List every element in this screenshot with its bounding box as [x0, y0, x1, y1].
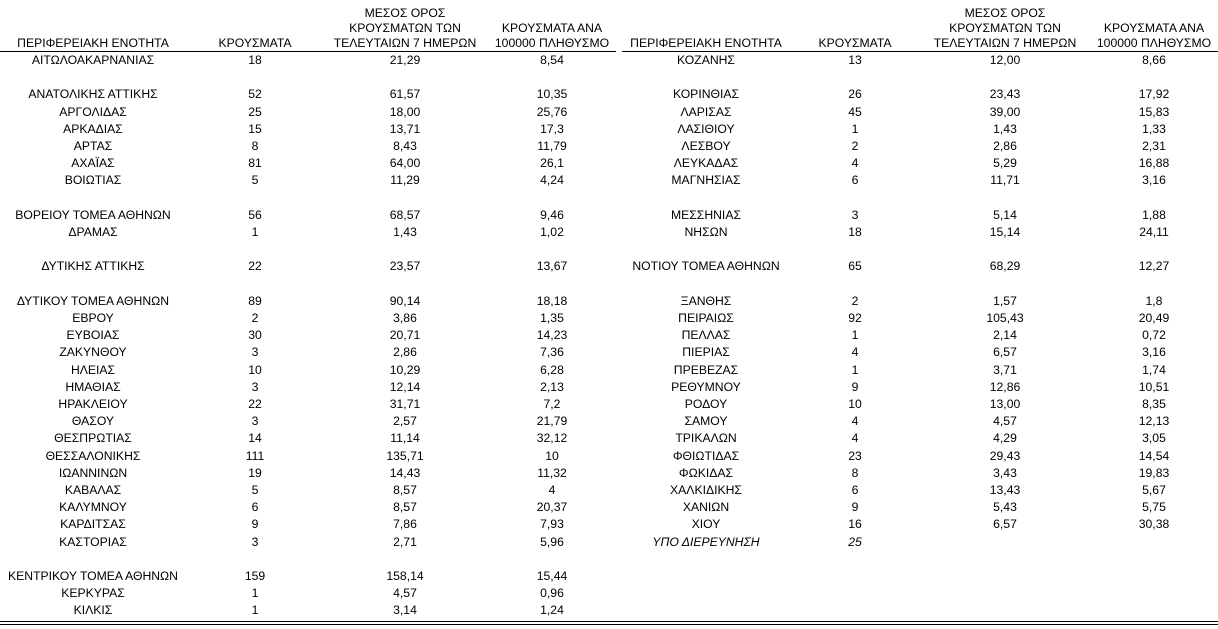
cases-value: 22: [248, 397, 262, 411]
per100k-value: 5,67: [1142, 483, 1166, 497]
per100k-value: 2,31: [1142, 139, 1166, 153]
per100k-value: 20,49: [1138, 311, 1170, 325]
region-name: ΗΜΑΘΙΑΣ: [65, 379, 121, 394]
avg7-value: 21,29: [389, 53, 421, 67]
region-name: ΑΧΑΪΑΣ: [71, 156, 115, 171]
avg7-value: 20,71: [389, 328, 421, 343]
per100k-value: 2,13: [540, 379, 564, 394]
header-cases-right: ΚΡΟΥΣΜΑΤΑ: [818, 36, 892, 50]
avg7-value: 135,71: [386, 448, 424, 463]
region-name: ΘΕΣΣΑΛΟΝΙΚΗΣ: [45, 448, 141, 463]
avg7-value: 10,29: [389, 362, 421, 377]
per100k-value: 8,35: [1142, 397, 1166, 411]
region-name: ΥΠΟ ΔΙΕΡΕΥΝΗΣΗ: [652, 534, 760, 549]
cases-value: 2: [851, 293, 859, 308]
bottom-border-2: [0, 624, 1218, 625]
avg7-value: 61,57: [389, 87, 421, 102]
header-region-left: ΠΕΡΙΦΕΡΕΙΑΚΗ ΕΝΟΤΗΤΑ: [17, 36, 169, 50]
avg7-value: 64,00: [389, 156, 421, 171]
avg7-value: 12,00: [989, 53, 1021, 67]
region-name: ΗΡΑΚΛΕΙΟΥ: [58, 397, 128, 411]
per100k-value: 18,18: [536, 293, 568, 308]
per100k-value: 9,46: [540, 207, 564, 222]
region-name: ΖΑΚΥΝΘΟΥ: [59, 345, 127, 360]
cases-value: 56: [248, 207, 262, 222]
per100k-value: 1,02: [540, 225, 564, 239]
region-name: ΚΑΣΤΟΡΙΑΣ: [59, 534, 127, 549]
avg7-value: 13,43: [989, 483, 1021, 497]
region-name: ΜΕΣΣΗΝΙΑΣ: [670, 207, 741, 222]
cases-value: 4: [851, 431, 859, 446]
region-name: ΛΕΥΚΑΔΑΣ: [673, 156, 739, 171]
region-name: ΚΕΡΚΥΡΑΣ: [61, 586, 125, 601]
per100k-value: 7,36: [540, 345, 564, 360]
cases-value: 9: [851, 379, 859, 394]
region-name: ΠΕΛΛΑΣ: [681, 328, 731, 343]
per100k-value: 21,79: [536, 414, 568, 429]
per100k-value: 1,24: [540, 603, 564, 618]
region-name: ΡΕΘΥΜΝΟΥ: [671, 379, 741, 394]
cases-value: 2: [251, 311, 259, 325]
region-name: ΘΕΣΠΡΩΤΙΑΣ: [54, 431, 132, 446]
per100k-value: 17,92: [1138, 87, 1170, 102]
bottom-border-1: [0, 621, 1218, 622]
per100k-value: 17,3: [540, 121, 564, 136]
avg7-value: 2,57: [393, 414, 417, 429]
header-per100k-left: ΚΡΟΥΣΜΑΤΑ ΑΝΑ 100000 ΠΛΗΘΥΣΜΟ: [494, 21, 610, 50]
per100k-value: 10,51: [1138, 379, 1170, 394]
cases-value: 22: [248, 259, 262, 274]
cases-value: 159: [244, 569, 266, 583]
per100k-value: 1,35: [540, 311, 564, 325]
avg7-value: 8,43: [393, 139, 417, 153]
per100k-value: 10,35: [536, 87, 568, 102]
cases-value: 30: [248, 328, 262, 343]
avg7-value: 23,43: [989, 87, 1021, 102]
cases-value: 4: [851, 345, 859, 360]
header-avg7-right: ΜΕΣΟΣ ΟΡΟΣ ΚΡΟΥΣΜΑΤΩΝ ΤΩΝ ΤΕΛΕΥΤΑΙΩΝ 7 ΗΜΕΡΩΝ: [933, 6, 1077, 50]
per100k-value: 25,76: [536, 104, 568, 119]
cases-value: 16: [848, 517, 862, 532]
region-name: ΣΑΜΟΥ: [684, 414, 728, 429]
avg7-value: 5,43: [993, 500, 1017, 515]
region-name: ΛΑΡΙΣΑΣ: [680, 104, 732, 119]
avg7-value: 3,14: [393, 603, 417, 618]
avg7-value: 4,57: [393, 586, 417, 601]
region-name: ΑΙΤΩΛΟΑΚΑΡΝΑΝΙΑΣ: [31, 53, 155, 67]
avg7-value: 68,29: [989, 259, 1021, 274]
avg7-value: 2,14: [993, 328, 1017, 343]
cases-value: 1: [851, 328, 859, 343]
per100k-value: 1,74: [1142, 362, 1166, 377]
header-cases-left: ΚΡΟΥΣΜΑΤΑ: [218, 36, 292, 50]
region-name: ΑΡΤΑΣ: [73, 139, 113, 153]
avg7-value: 11,29: [390, 173, 420, 188]
region-name: ΙΩΑΝΝΙΝΩΝ: [58, 465, 128, 480]
cases-value: 65: [848, 259, 862, 274]
cases-value: 18: [848, 225, 862, 239]
cases-value: 9: [251, 517, 259, 532]
region-name: ΚΕΝΤΡΙΚΟΥ ΤΟΜΕΑ ΑΘΗΝΩΝ: [8, 569, 178, 583]
region-name: ΞΑΝΘΗΣ: [680, 293, 732, 308]
cases-value: 5: [251, 483, 259, 497]
avg7-value: 8,57: [393, 483, 417, 497]
per100k-value: 5,96: [540, 534, 564, 549]
per100k-value: 0,72: [1142, 328, 1166, 343]
per100k-value: 4: [548, 483, 556, 497]
avg7-value: 11,71: [990, 173, 1020, 188]
cases-value: 13: [848, 53, 862, 67]
region-name: ΠΙΕΡΙΑΣ: [682, 345, 730, 360]
region-name: ΠΡΕΒΕΖΑΣ: [673, 362, 739, 377]
region-name: ΕΒΡΟΥ: [72, 311, 114, 325]
per100k-value: 1,33: [1142, 121, 1166, 136]
per100k-value: 11,32: [537, 465, 567, 480]
avg7-value: 158,14: [386, 569, 424, 583]
avg7-value: 2,86: [993, 139, 1017, 153]
avg7-value: 7,86: [393, 517, 417, 532]
avg7-value: 3,71: [993, 362, 1017, 377]
cases-value: 8: [851, 465, 859, 480]
per100k-value: 15,83: [1138, 104, 1170, 119]
avg7-value: 8,57: [393, 500, 417, 515]
region-name: ΘΑΣΟΥ: [71, 414, 115, 429]
cases-value: 10: [248, 362, 262, 377]
per100k-value: 0,96: [540, 586, 564, 601]
avg7-value: 12,86: [989, 379, 1021, 394]
avg7-value: 11,14: [390, 431, 420, 446]
cases-value: 10: [848, 397, 862, 411]
cases-value: 9: [851, 500, 859, 515]
cases-value: 1: [851, 362, 859, 377]
avg7-value: 2,86: [393, 345, 417, 360]
per100k-value: 3,16: [1142, 345, 1166, 360]
cases-value: 1: [851, 121, 859, 136]
region-name: ΛΕΣΒΟΥ: [681, 139, 731, 153]
per100k-value: 13,67: [536, 259, 568, 274]
per100k-value: 12,27: [1138, 259, 1170, 274]
per100k-value: [1092, 534, 1216, 551]
cases-value: 1: [251, 603, 259, 618]
avg7-value: 18,00: [389, 104, 421, 119]
region-name: ΚΙΛΚΙΣ: [73, 603, 113, 618]
per100k-value: 10: [545, 448, 559, 463]
per100k-value: 7,2: [543, 397, 561, 411]
region-name: ΜΑΓΝΗΣΙΑΣ: [671, 173, 741, 188]
region-name: ΤΡΙΚΑΛΩΝ: [675, 431, 737, 446]
cases-value: 45: [848, 104, 862, 119]
region-name: ΒΟΙΩΤΙΑΣ: [64, 173, 122, 188]
cases-value: 3: [251, 534, 259, 549]
cases-value: 19: [248, 465, 262, 480]
region-name: ΧΙΟΥ: [691, 517, 721, 532]
avg7-value: 3,86: [393, 311, 417, 325]
avg7-value: 14,43: [389, 465, 421, 480]
per100k-value: 1,8: [1145, 293, 1163, 308]
region-name: ΕΥΒΟΙΑΣ: [66, 328, 120, 343]
cases-value: 6: [251, 500, 259, 515]
avg7-value: 29,43: [989, 448, 1021, 463]
cases-value: 5: [251, 173, 259, 188]
per100k-value: 11,79: [537, 139, 567, 153]
per100k-value: 26,1: [540, 156, 564, 171]
region-name: ΝΗΣΩΝ: [684, 225, 728, 239]
cases-value: 1: [251, 225, 259, 239]
cases-value: 25: [848, 534, 862, 549]
region-name: ΚΑΛΥΜΝΟΥ: [59, 500, 127, 515]
per100k-value: 32,12: [536, 431, 568, 446]
cases-value: 15: [248, 121, 262, 136]
region-name: ΦΩΚΙΔΑΣ: [678, 465, 734, 480]
per100k-value: 16,88: [1138, 156, 1170, 171]
per100k-value: 24,11: [1139, 225, 1169, 239]
region-name: ΑΡΓΟΛΙΔΑΣ: [59, 104, 127, 119]
cases-value: 26: [848, 87, 862, 102]
region-name: ΔΥΤΙΚΗΣ ΑΤΤΙΚΗΣ: [41, 259, 145, 274]
cases-value: 14: [248, 431, 262, 446]
per100k-value: 1,88: [1142, 207, 1166, 222]
region-name: ΡΟΔΟΥ: [684, 397, 728, 411]
avg7-value: 1,43: [993, 121, 1017, 136]
cases-value: 3: [851, 207, 859, 222]
cases-value: 52: [248, 87, 262, 102]
header-region-right: ΠΕΡΙΦΕΡΕΙΑΚΗ ΕΝΟΤΗΤΑ: [630, 36, 782, 50]
per100k-value: 14,23: [536, 328, 568, 343]
cases-value: 4: [851, 156, 859, 171]
avg7-value: 105,43: [986, 311, 1024, 325]
avg7-value: 4,57: [993, 414, 1017, 429]
cases-value: 3: [251, 379, 259, 394]
avg7-value: 31,71: [389, 397, 421, 411]
per100k-value: 15,44: [536, 569, 568, 583]
region-name: ΚΑΒΑΛΑΣ: [64, 483, 122, 497]
avg7-value: 6,57: [993, 517, 1017, 532]
cases-value: 92: [848, 311, 862, 325]
cases-value: 8: [251, 139, 259, 153]
per100k-value: 20,37: [536, 500, 568, 515]
per100k-value: 4,24: [540, 173, 564, 188]
avg7-value: 4,29: [993, 431, 1017, 446]
avg7-value: 13,00: [989, 397, 1021, 411]
avg7-value: 1,43: [393, 225, 417, 239]
per100k-value: 5,75: [1142, 500, 1166, 515]
cases-value: 2: [851, 139, 859, 153]
cases-value: 111: [245, 448, 265, 463]
region-name: ΗΛΕΙΑΣ: [70, 362, 116, 377]
avg7-value: 2,71: [393, 534, 417, 549]
avg7-value: 5,29: [993, 156, 1017, 171]
cases-value: 3: [251, 345, 259, 360]
per100k-value: 6,28: [540, 362, 564, 377]
avg7-value: 5,14: [993, 207, 1017, 222]
avg7-value: 3,43: [993, 465, 1017, 480]
avg7-value: 39,00: [989, 104, 1021, 119]
avg7-value: [930, 534, 1080, 551]
per100k-value: 3,16: [1142, 173, 1166, 188]
region-name: ΚΟΡΙΝΘΙΑΣ: [672, 87, 740, 102]
per100k-value: 12,13: [1138, 414, 1170, 429]
region-name: ΧΑΛΚΙΔΙΚΗΣ: [670, 483, 742, 497]
header-per100k-right: ΚΡΟΥΣΜΑΤΑ ΑΝΑ 100000 ΠΛΗΘΥΣΜΟ: [1096, 21, 1212, 50]
cases-value: 1: [251, 586, 259, 601]
region-name: ΒΟΡΕΙΟΥ ΤΟΜΕΑ ΑΘΗΝΩΝ: [15, 207, 171, 222]
avg7-value: 23,57: [389, 259, 421, 274]
cases-value: 81: [248, 156, 262, 171]
cases-value: 23: [848, 448, 862, 463]
region-name: ΑΝΑΤΟΛΙΚΗΣ ΑΤΤΙΚΗΣ: [28, 87, 158, 102]
avg7-value: 90,14: [389, 293, 421, 308]
cases-value: 3: [251, 414, 259, 429]
per100k-value: 30,38: [1138, 517, 1170, 532]
cases-value: 18: [248, 53, 262, 67]
per100k-value: 8,54: [540, 53, 564, 67]
header-avg7-left: ΜΕΣΟΣ ΟΡΟΣ ΚΡΟΥΣΜΑΤΩΝ ΤΩΝ ΤΕΛΕΥΤΑΙΩΝ 7 ΗΜΕΡΩΝ: [333, 6, 477, 50]
region-name: ΧΑΝΙΩΝ: [682, 500, 730, 515]
region-name: ΚΑΡΔΙΤΣΑΣ: [60, 517, 126, 532]
region-name: ΑΡΚΑΔΙΑΣ: [63, 121, 123, 136]
per100k-value: 14,54: [1138, 448, 1170, 463]
region-name: ΔΥΤΙΚΟΥ ΤΟΜΕΑ ΑΘΗΝΩΝ: [16, 293, 170, 308]
per100k-value: 19,83: [1138, 465, 1170, 480]
avg7-value: 15,14: [989, 225, 1021, 239]
avg7-value: 68,57: [389, 207, 421, 222]
region-name: ΛΑΣΙΘΙΟΥ: [677, 121, 735, 136]
cases-value: 4: [851, 414, 859, 429]
avg7-value: 6,57: [993, 345, 1017, 360]
cases-value: 6: [851, 483, 859, 497]
region-name: ΔΡΑΜΑΣ: [68, 225, 118, 239]
per100k-value: 7,93: [540, 517, 564, 532]
avg7-value: 13,71: [389, 121, 421, 136]
cases-value: 25: [248, 104, 262, 119]
region-name: ΚΟΖΑΝΗΣ: [677, 53, 735, 67]
region-name: ΠΕΙΡΑΙΩΣ: [678, 311, 734, 325]
per100k-value: 8,66: [1142, 53, 1166, 67]
region-name: ΦΘΙΩΤΙΔΑΣ: [672, 448, 740, 463]
cases-value: 89: [248, 293, 262, 308]
region-name: ΝΟΤΙΟΥ ΤΟΜΕΑ ΑΘΗΝΩΝ: [632, 259, 780, 274]
avg7-value: 1,57: [993, 293, 1017, 308]
cases-value: 6: [851, 173, 859, 188]
per100k-value: 3,05: [1142, 431, 1166, 446]
avg7-value: 12,14: [389, 379, 421, 394]
